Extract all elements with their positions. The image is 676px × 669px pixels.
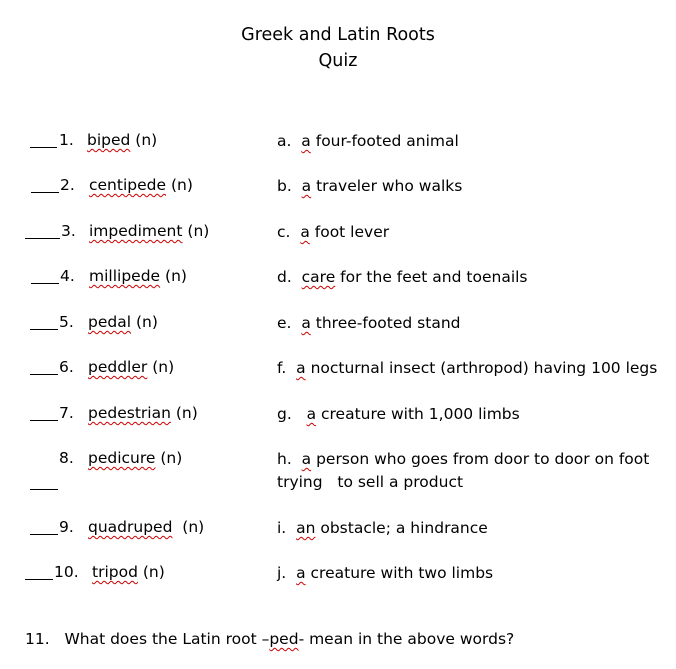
item-number: 4. bbox=[60, 267, 75, 285]
term bbox=[88, 312, 158, 332]
definition-text: three-footed stand bbox=[315, 314, 461, 332]
definition-letter: h. bbox=[277, 450, 292, 468]
definition-letter: j. bbox=[277, 564, 287, 582]
definition bbox=[277, 175, 667, 198]
definition-text: obstacle; a hindrance bbox=[320, 519, 488, 537]
definition-article: a bbox=[300, 223, 310, 241]
definition-article: care bbox=[301, 268, 336, 286]
term-pos: (n) bbox=[175, 404, 198, 422]
definition-letter: c. bbox=[277, 223, 291, 241]
definition-text: person who goes from door to door on foot trying to sell a product bbox=[277, 450, 655, 491]
definition bbox=[277, 312, 667, 335]
definition bbox=[277, 357, 667, 380]
answer-blank[interactable] bbox=[31, 283, 59, 284]
item-number: 2. bbox=[60, 176, 75, 194]
item-number: 5. bbox=[59, 313, 74, 331]
answer-blank[interactable] bbox=[25, 238, 60, 239]
term bbox=[88, 517, 204, 537]
definition-article: a bbox=[296, 564, 306, 582]
question-text-start: What does the Latin root – bbox=[64, 630, 270, 648]
item-number: 10. bbox=[54, 563, 79, 581]
definition-letter: e. bbox=[277, 314, 292, 332]
item-number: 7. bbox=[59, 404, 74, 422]
answer-blank[interactable] bbox=[30, 374, 58, 375]
answer-blank[interactable] bbox=[30, 489, 58, 490]
term-pos: (n) bbox=[165, 267, 187, 285]
answer-blank[interactable] bbox=[30, 534, 58, 535]
definition bbox=[277, 266, 667, 289]
question-number: 11. bbox=[25, 630, 50, 648]
term-word: quadruped bbox=[88, 518, 173, 536]
question-text-end: - mean in the above words? bbox=[298, 630, 515, 648]
answer-blank[interactable] bbox=[30, 147, 57, 148]
definition-article: a bbox=[306, 405, 317, 423]
definition-text: creature with two limbs bbox=[310, 564, 494, 582]
definition bbox=[277, 403, 667, 426]
definition-article: a bbox=[301, 132, 311, 150]
term bbox=[88, 448, 182, 468]
answer-blank[interactable] bbox=[30, 329, 58, 330]
definition-article: a bbox=[301, 177, 312, 195]
term-word: pedicure bbox=[88, 449, 156, 467]
term bbox=[87, 130, 157, 150]
definition-letter: b. bbox=[277, 177, 292, 195]
term bbox=[88, 357, 174, 377]
quiz-row bbox=[0, 130, 676, 154]
quiz-row bbox=[0, 175, 676, 199]
question-root: ped bbox=[269, 630, 299, 648]
item-number: 9. bbox=[59, 518, 74, 536]
term-word: tripod bbox=[92, 563, 138, 581]
term bbox=[89, 221, 209, 241]
answer-blank[interactable] bbox=[30, 420, 58, 421]
quiz-row bbox=[0, 517, 676, 541]
definition bbox=[277, 517, 667, 540]
term-pos: (n) bbox=[182, 518, 205, 536]
term-word: peddler bbox=[88, 358, 148, 376]
definition-article: a bbox=[301, 450, 312, 468]
term-pos: (n) bbox=[142, 563, 165, 581]
quiz-row bbox=[0, 357, 676, 381]
definition-letter: a. bbox=[277, 132, 292, 150]
definition-text: four-footed animal bbox=[315, 132, 459, 150]
answer-blank[interactable] bbox=[31, 192, 59, 193]
quiz-row bbox=[0, 221, 676, 245]
item-number: 8. bbox=[59, 449, 74, 467]
item-number: 6. bbox=[59, 358, 74, 376]
definition-article: a bbox=[301, 314, 311, 332]
definition-letter: d. bbox=[277, 268, 292, 286]
definition-text: for the feet and toenails bbox=[340, 268, 528, 286]
term-pos: (n) bbox=[187, 222, 210, 240]
quiz-row bbox=[0, 562, 676, 586]
term-pos: (n) bbox=[170, 176, 193, 194]
term-pos: (n) bbox=[135, 313, 158, 331]
definition-letter: g. bbox=[277, 405, 292, 423]
term-pos: (n) bbox=[135, 131, 158, 149]
answer-blank[interactable] bbox=[25, 579, 53, 580]
term bbox=[92, 562, 165, 582]
definition-text: traveler who walks bbox=[316, 177, 463, 195]
term-word: biped bbox=[87, 131, 131, 149]
term bbox=[89, 266, 187, 286]
definition bbox=[277, 448, 667, 494]
term-word: impediment bbox=[89, 222, 183, 240]
quiz-subtitle: Quiz bbox=[318, 51, 358, 71]
term-word: millipede bbox=[89, 267, 161, 285]
definition-text: creature with 1,000 limbs bbox=[321, 405, 520, 423]
term-pos: (n) bbox=[160, 449, 183, 467]
term-word: pedal bbox=[88, 313, 132, 331]
quiz-row bbox=[0, 266, 676, 290]
term bbox=[89, 175, 193, 195]
definition-letter: f. bbox=[277, 359, 287, 377]
quiz-row bbox=[0, 403, 676, 427]
quiz-title: Greek and Latin Roots bbox=[241, 25, 435, 45]
bonus-question bbox=[25, 628, 514, 650]
definition-text: foot lever bbox=[314, 223, 390, 241]
item-number: 3. bbox=[61, 222, 76, 240]
definition-article: an bbox=[296, 519, 316, 537]
quiz-row bbox=[0, 312, 676, 336]
term-word: centipede bbox=[89, 176, 167, 194]
quiz-row bbox=[0, 448, 676, 496]
term-word: pedestrian bbox=[88, 404, 171, 422]
definition bbox=[277, 562, 667, 585]
definition-letter: i. bbox=[277, 519, 287, 537]
item-number: 1. bbox=[59, 131, 74, 149]
definition bbox=[277, 130, 667, 153]
definition bbox=[277, 221, 667, 244]
definition-text: nocturnal insect (arthropod) having 100 legs bbox=[310, 359, 658, 377]
term-pos: (n) bbox=[152, 358, 175, 376]
term bbox=[88, 403, 198, 423]
definition-article: a bbox=[296, 359, 306, 377]
